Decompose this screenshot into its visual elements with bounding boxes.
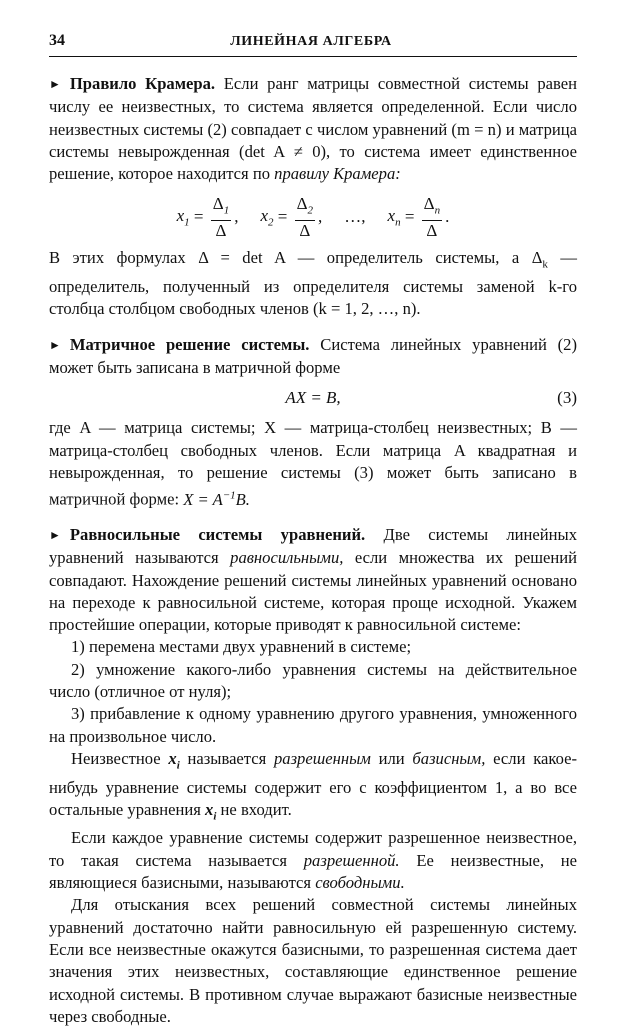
triangle-bullet-icon: ►	[49, 337, 61, 352]
cramer-heading: Правило Крамера.	[69, 74, 216, 93]
matrix-explanation: где A — матрица системы; X — матрица-столбец неизвестных; B — матрица-столбец свободных членов. Если матрица A квадратная и невырожденная, то решение системы (3) может быть записано в матричной форме: $X = A^{-1}B$.	[49, 418, 577, 509]
resolved-paragraph: Если каждое уравнение системы содержит разрешенное неизвестное, то такая система называется разрешенной. Ее неизвестные, не являющиеся базисными, называются свободными.	[49, 828, 577, 893]
operations-list	[49, 636, 577, 747]
equivalent-term: равносильными,	[230, 548, 344, 568]
final-paragraph: Для отыскания всех решений совместной системы линейных уравнений достаточно найти равносильную ей разрешенную систему. Если все неизвестные окажутся базисными, то разрешенная система дает значения этих неизвестных, составляющие единственное решение исходной системы. В противном случае выражают базисные неизвестные через свободные.	[49, 895, 577, 1026]
triangle-bullet-icon: ►	[49, 77, 61, 91]
matrix-text: Система линейных уравнений (2) может быть записана в матричной форме	[49, 334, 577, 377]
header-rule	[49, 56, 577, 57]
equation-number: (3)	[557, 388, 577, 408]
book-page	[49, 32, 577, 1028]
page-number: 34	[49, 32, 65, 49]
list-item: 2) умножение какого-либо уравнения системы на действительное число (отличное от нуля);	[49, 659, 577, 702]
matrix-formula	[49, 379, 577, 417]
matrix-paragraph	[49, 334, 577, 380]
cramer-term: $x_2$ = $\frac{\Delta_2}{\Delta}$ ,	[260, 193, 323, 241]
cramer-term: $x_n$ = $\frac{\Delta_n}{\Delta}$ .	[387, 193, 450, 241]
page-header	[49, 32, 577, 54]
cramer-formula	[49, 191, 577, 243]
cramer-paragraph	[49, 73, 577, 185]
matrix-solution: $X = A^{-1}B$.	[183, 489, 250, 509]
cramer-text: Если ранг матрицы совместной системы равен числу ее неизвестных, то система является определенной. Если число неизвестных системы (2) совпадает с числом уравнений (m = n) и матрица системы невырожденная (det A ≠ 0), то система имеет единственное решение, которое находится по	[49, 74, 577, 184]
equivalent-paragraph: ► Равносильные системы уравнений. Две системы линейных уравнений называются равносильными, если множества их решений совпадают. Нахождение решений системы линейных уравнений основано на переходе к равносильной системе, которая проще исходной. Укажем простейшие операции, которые приводят к равносильной системе:	[49, 525, 578, 635]
triangle-bullet-icon: ►	[49, 528, 61, 542]
matrix-heading: Матричное решение системы.	[69, 334, 310, 354]
cramer-rule-name: правилу Крамера:	[274, 164, 401, 184]
cramer-term: …,	[344, 207, 366, 227]
matrix-equation: AX = B,	[285, 388, 341, 408]
basis-paragraph: Неизвестное $x_i$ называется разрешенным или базисным, если какое-нибудь уравнение системы содержит его с коэффициентом 1, а во все остальные уравнения $x_i$ не входит.	[49, 748, 577, 823]
equivalent-heading: Равносильные системы уравнений.	[69, 525, 366, 544]
list-item: 1) перемена местами двух уравнений в системе;	[71, 637, 412, 657]
cramer-explanation: В этих формулах Δ = det A — определитель системы, а $\Delta_k$ — определитель, полученный из определителя системы заменой k-го столбца столбцом свободных членов (k = 1, 2, …, n).	[49, 248, 577, 319]
list-item: 3) прибавление к одному уравнению другого уравнения, умноженного на произвольное число.	[49, 704, 577, 746]
cramer-term: $x_1$ = $\frac{\Delta_1}{\Delta}$ ,	[176, 193, 239, 241]
running-title: ЛИНЕЙНАЯ АЛГЕБРА	[230, 34, 392, 49]
